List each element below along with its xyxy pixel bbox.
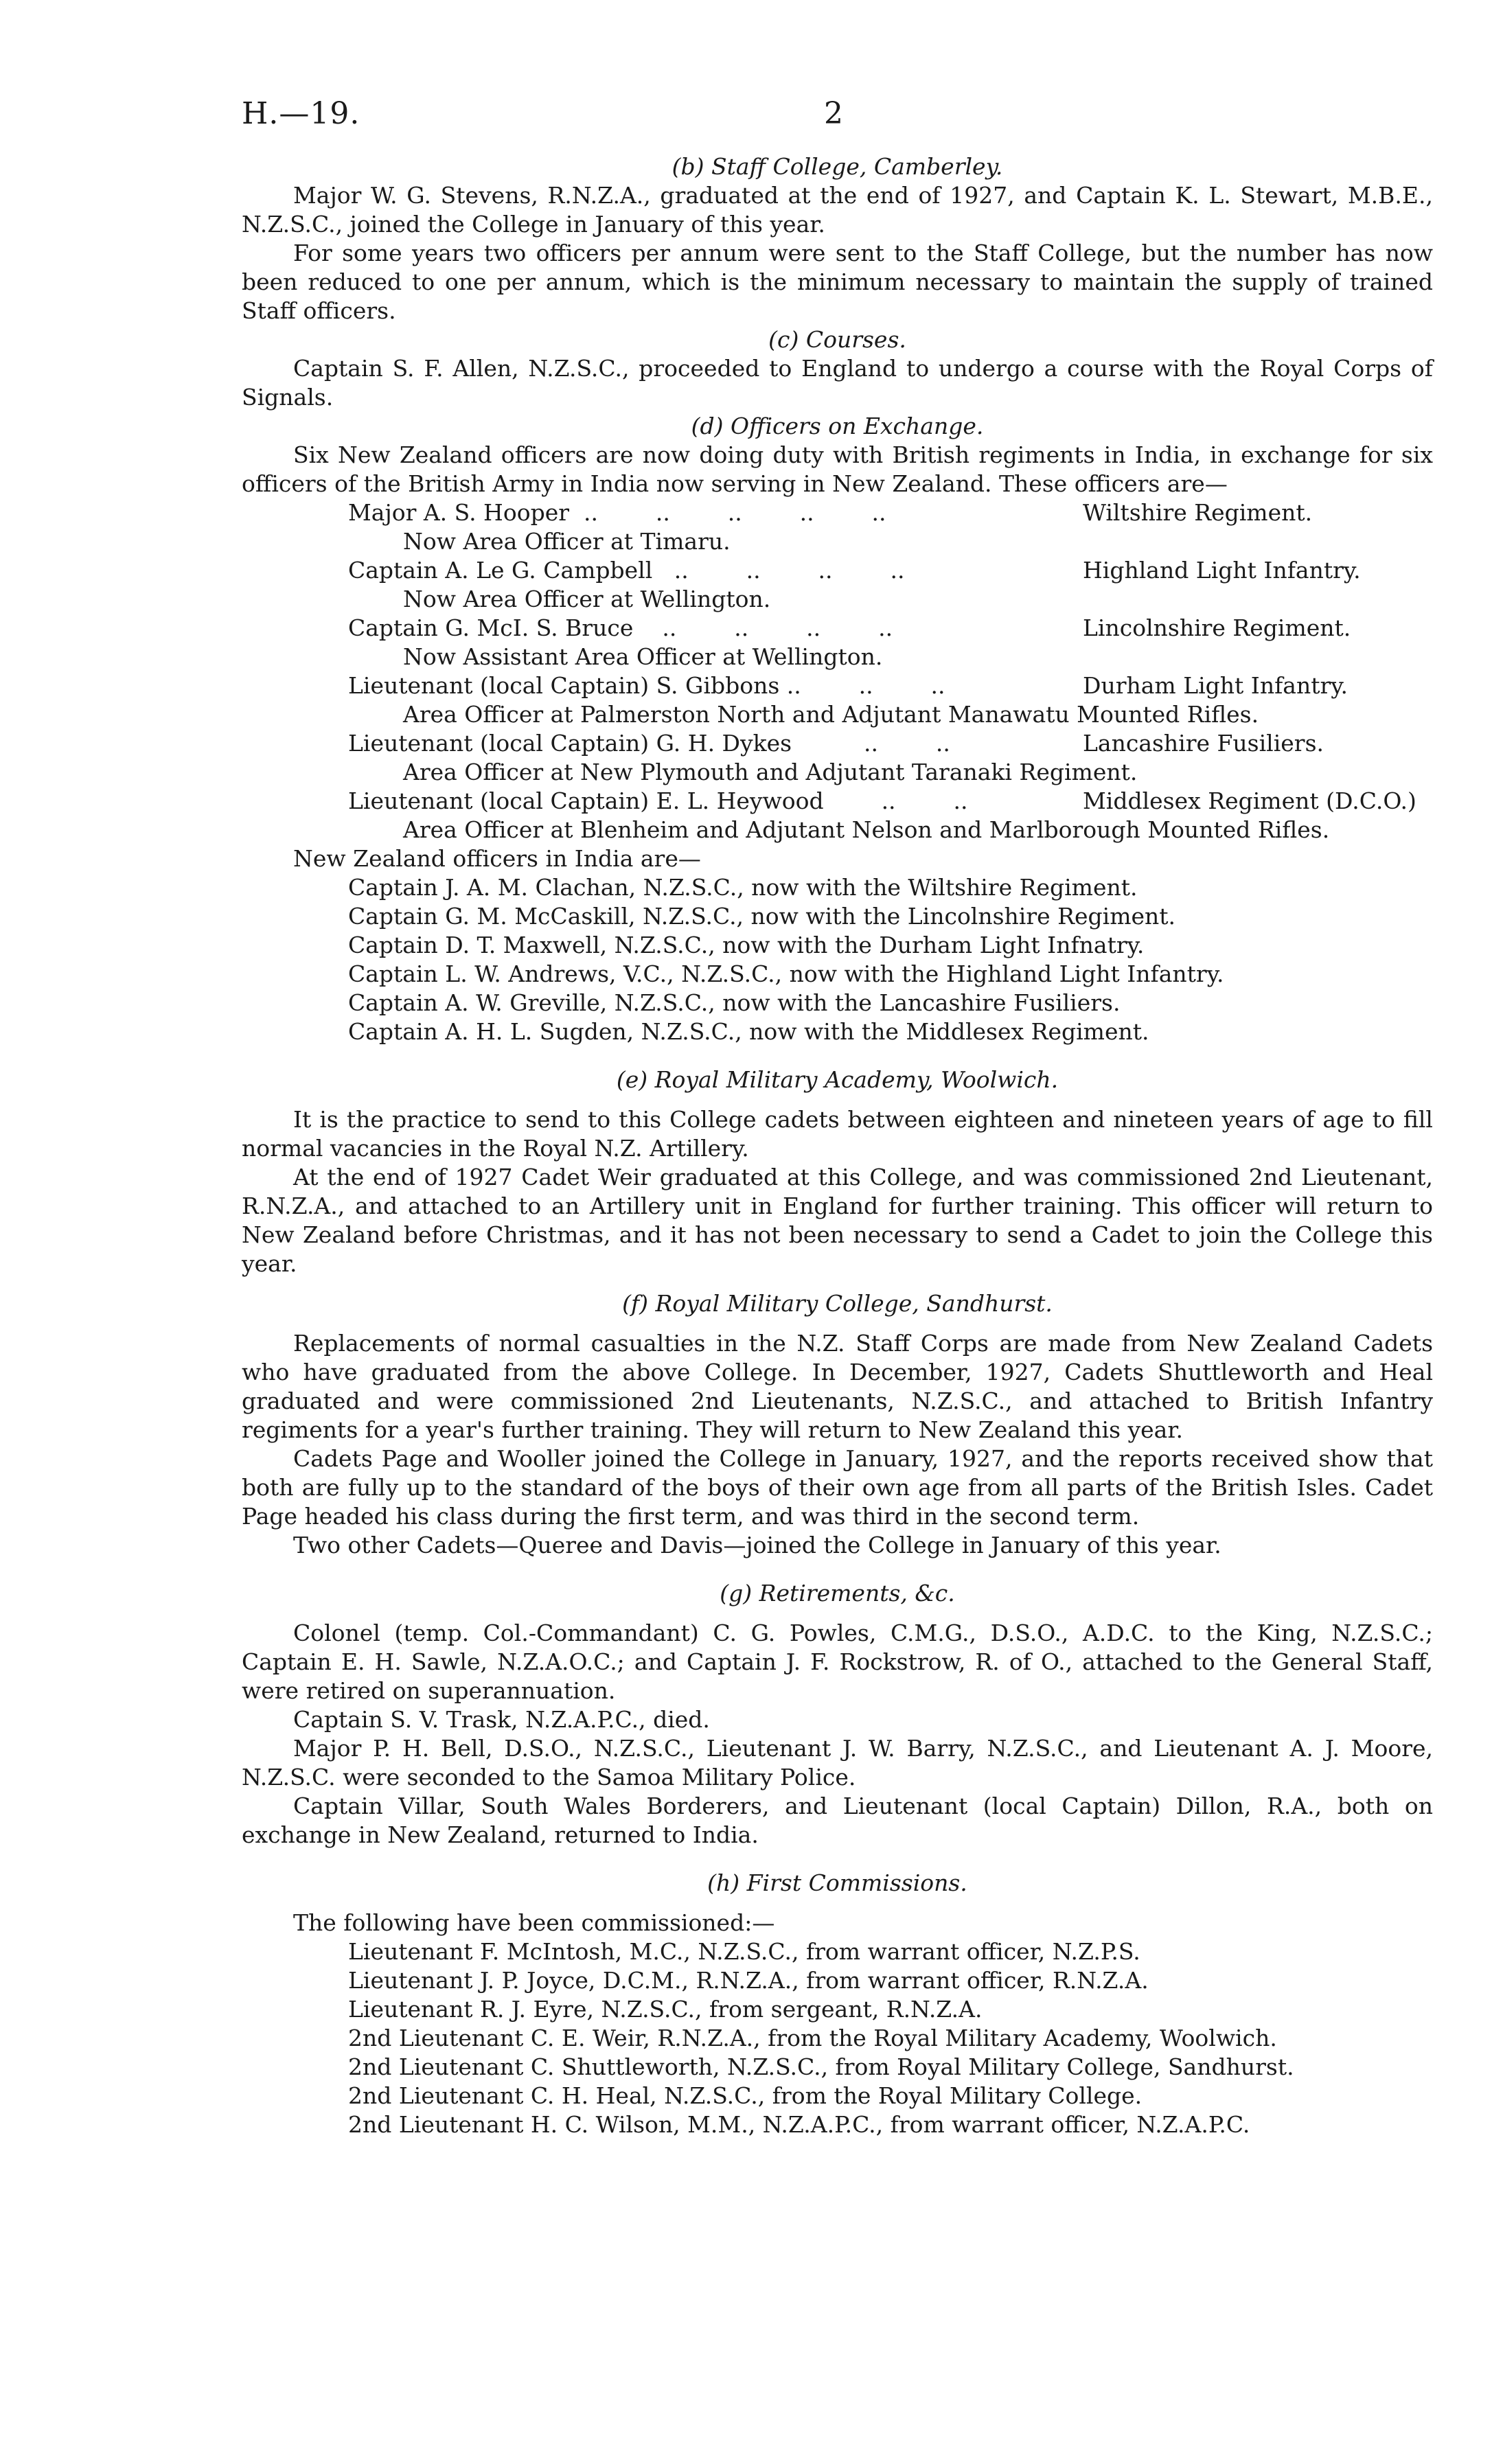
page-content xyxy=(242,152,1433,2139)
section-heading-retirements: (g) Retirements, &c. xyxy=(720,1580,955,1607)
list-item: Captain J. A. M. Clachan, N.Z.S.C., now with the Wiltshire Regiment. xyxy=(348,874,1138,901)
paragraph: Major P. H. Bell, D.S.O., N.Z.S.C., Lieutenant J. W. Barry, N.Z.S.C., and Lieutenant A. J. Moore, N.Z.S.C. were seconded to the Samoa Military Police. xyxy=(242,1735,1433,1791)
paragraph: New Zealand officers in India are— xyxy=(293,845,701,872)
paragraph: Captain Villar, South Wales Borderers, and Lieutenant (local Captain) Dillon, R.A., both on exchange in New Zealand, returned to India. xyxy=(242,1793,1433,1848)
paragraph: Captain S. F. Allen, N.Z.S.C., proceeded to England to undergo a course with the Royal Corps of Signals. xyxy=(242,355,1433,411)
section-heading-courses: (c) Courses. xyxy=(768,326,906,353)
paragraph: Captain S. V. Trask, N.Z.A.P.C., died. xyxy=(293,1706,710,1733)
paragraph: Six New Zealand officers are now doing duty with British regiments in India, in exchange for six officers of the British Army in India now serving in New Zealand. These officers are— xyxy=(242,441,1433,497)
list-item: Captain L. W. Andrews, V.C., N.Z.S.C., now with the Highland Light Infantry. xyxy=(348,960,1224,987)
officer-name: Captain A. Le G. Campbell .. .. .. .. xyxy=(348,557,905,584)
list-item: 2nd Lieutenant C. Shuttleworth, N.Z.S.C., from Royal Military College, Sandhurst. xyxy=(348,2053,1294,2080)
officer-name: Major A. S. Hooper .. .. .. .. .. xyxy=(348,499,886,526)
exchange-officer-row xyxy=(242,556,1433,585)
list-item: Lieutenant F. McIntosh, M.C., N.Z.S.C., from warrant officer, N.Z.P.S. xyxy=(348,1938,1140,1965)
officer-appointment: Area Officer at New Plymouth and Adjutant Taranaki Regiment. xyxy=(403,759,1138,785)
paragraph: At the end of 1927 Cadet Weir graduated at this College, and was commissioned 2nd Lieutenant, R.N.Z.A., and attached to an Artillery unit in England for further training. This officer will return to New Zealand before Christmas, and it has not been necessary to send a Cadet to join the College this year. xyxy=(242,1164,1433,1277)
officer-appointment: Area Officer at Palmerston North and Adjutant Manawatu Mounted Rifles. xyxy=(403,701,1259,728)
exchange-officer-row xyxy=(242,614,1433,643)
officer-appointment: Now Assistant Area Officer at Wellington. xyxy=(403,643,883,670)
paragraph: Two other Cadets—Queree and Davis—joined the College in January of this year. xyxy=(293,1532,1221,1558)
section-heading-royal-military-college: (f) Royal Military College, Sandhurst. xyxy=(622,1290,1053,1317)
officer-appointment: Now Area Officer at Timaru. xyxy=(403,528,731,555)
exchange-officer-list xyxy=(242,498,1433,844)
officer-appointment: Area Officer at Blenheim and Adjutant Nelson and Marlborough Mounted Rifles. xyxy=(403,816,1330,843)
report-reference: H.—19. xyxy=(242,96,360,131)
officer-regiment: Lincolnshire Regiment. xyxy=(1083,614,1351,641)
officer-regiment: Middlesex Regiment (D.C.O.) xyxy=(1083,787,1416,814)
list-item: Captain D. T. Maxwell, N.Z.S.C., now with the Durham Light Infnatry. xyxy=(348,932,1145,958)
paragraph: Cadets Page and Wooller joined the College in January, 1927, and the reports received show that both are fully up to the standard of the boys of their own age from all parts of the British Isles. Cadet Page headed his class during the first term, and was third in the second term. xyxy=(242,1445,1433,1530)
section-heading-staff-college: (b) Staff College, Camberley. xyxy=(672,153,1003,180)
exchange-officer-row xyxy=(242,671,1433,700)
officer-name: Lieutenant (local Captain) E. L. Heywood .. .. xyxy=(348,787,968,814)
officer-regiment: Wiltshire Regiment. xyxy=(1083,499,1313,526)
list-item: 2nd Lieutenant C. H. Heal, N.Z.S.C., from the Royal Military College. xyxy=(348,2082,1143,2109)
paragraph: It is the practice to send to this College cadets between eighteen and nineteen years of age to fill normal vacancies in the Royal N.Z. Artillery. xyxy=(242,1106,1433,1162)
list-item: 2nd Lieutenant C. E. Weir, R.N.Z.A., from the Royal Military Academy, Woolwich. xyxy=(348,2025,1277,2051)
list-item: Lieutenant R. J. Eyre, N.Z.S.C., from sergeant, R.N.Z.A. xyxy=(348,1996,983,2023)
officer-name: Lieutenant (local Captain) G. H. Dykes .. .. xyxy=(348,730,950,757)
list-item: Lieutenant J. P. Joyce, D.C.M., R.N.Z.A., from warrant officer, R.N.Z.A. xyxy=(348,1967,1149,1994)
paragraph: Colonel (temp. Col.-Commandant) C. G. Powles, C.M.G., D.S.O., A.D.C. to the King, N.Z.S.C.; Captain E. H. Sawle, N.Z.A.O.C.; and Captain J. F. Rockstrow, R. of O., attached to the General Staff, were retired on superannuation. xyxy=(242,1620,1433,1704)
paragraph: Replacements of normal casualties in the N.Z. Staff Corps are made from New Zealand Cadets who have graduated from the above College. In December, 1927, Cadets Shuttleworth and Heal graduated and were commissioned 2nd Lieutenants, N.Z.S.C., and attached to British Infantry regiments for a year's further training. They will return to New Zealand this year. xyxy=(242,1330,1433,1443)
officer-regiment: Lancashire Fusiliers. xyxy=(1083,730,1324,757)
section-heading-royal-military-academy: (e) Royal Military Academy, Woolwich. xyxy=(616,1066,1059,1093)
list-item: 2nd Lieutenant H. C. Wilson, M.M., N.Z.A.P.C., from warrant officer, N.Z.A.P.C. xyxy=(348,2111,1250,2138)
exchange-officer-row xyxy=(242,787,1433,816)
officers-in-india-list xyxy=(242,873,1433,1046)
section-heading-first-commissions: (h) First Commissions. xyxy=(707,1869,967,1896)
list-item: Captain A. H. L. Sugden, N.Z.S.C., now with the Middlesex Regiment. xyxy=(348,1018,1149,1045)
officer-regiment: Durham Light Infantry. xyxy=(1083,672,1348,699)
list-item: Captain G. M. McCaskill, N.Z.S.C., now with the Lincolnshire Regiment. xyxy=(348,903,1176,930)
paragraph: For some years two officers per annum were sent to the Staff College, but the number has now been reduced to one per annum, which is the minimum necessary to maintain the supply of trained Staff officers. xyxy=(242,240,1433,324)
paragraph: The following have been commissioned:— xyxy=(293,1909,775,1936)
officer-name: Lieutenant (local Captain) S. Gibbons .. .. .. xyxy=(348,672,945,699)
officer-regiment: Highland Light Infantry. xyxy=(1083,557,1361,584)
exchange-officer-row xyxy=(242,498,1433,527)
page-number: 2 xyxy=(824,96,843,131)
list-item: Captain A. W. Greville, N.Z.S.C., now with the Lancashire Fusiliers. xyxy=(348,989,1121,1016)
section-heading-officers-on-exchange: (d) Officers on Exchange. xyxy=(691,413,984,439)
commissions-list xyxy=(242,1937,1433,2139)
officer-name: Captain G. McI. S. Bruce .. .. .. .. xyxy=(348,614,893,641)
officer-appointment: Now Area Officer at Wellington. xyxy=(403,586,771,612)
exchange-officer-row xyxy=(242,729,1433,758)
paragraph: Major W. G. Stevens, R.N.Z.A., graduated at the end of 1927, and Captain K. L. Stewart, M.B.E., N.Z.S.C., joined the College in January of this year. xyxy=(242,182,1433,238)
